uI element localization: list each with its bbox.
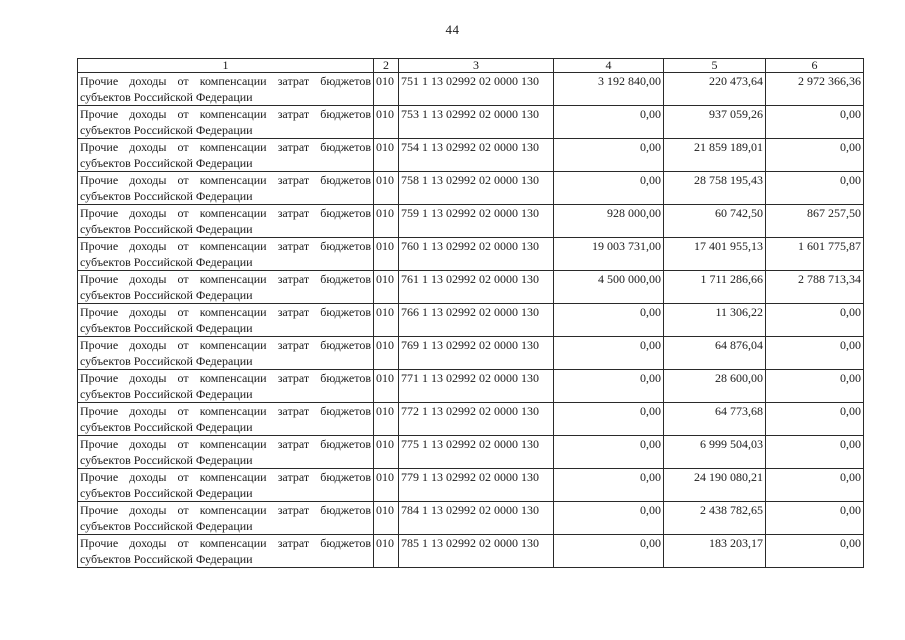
cell-col-5: 2 438 782,65	[664, 502, 766, 535]
cell-col-4: 4 500 000,00	[554, 271, 664, 304]
cell-col-4: 0,00	[554, 469, 664, 502]
cell-name: Прочие доходы от компенсации затрат бюджетов субъектов Российской Федерации	[78, 205, 374, 238]
cell-col-6: 1 601 775,87	[766, 238, 864, 271]
cell-col-4: 3 192 840,00	[554, 73, 664, 106]
cell-col-6: 0,00	[766, 304, 864, 337]
cell-col-6: 867 257,50	[766, 205, 864, 238]
table-row	[78, 238, 864, 271]
cell-line-code: 010	[374, 370, 399, 403]
cell-col-5: 937 059,26	[664, 106, 766, 139]
header-col-5: 5	[664, 59, 766, 73]
cell-line-code: 010	[374, 502, 399, 535]
cell-col-5: 17 401 955,13	[664, 238, 766, 271]
page-number: 44	[445, 22, 460, 37]
cell-name: Прочие доходы от компенсации затрат бюджетов субъектов Российской Федерации	[78, 271, 374, 304]
cell-col-6: 0,00	[766, 535, 864, 568]
cell-col-4: 0,00	[554, 139, 664, 172]
cell-col-5: 64 773,68	[664, 403, 766, 436]
cell-col-4: 0,00	[554, 502, 664, 535]
cell-line-code: 010	[374, 337, 399, 370]
cell-col-4: 19 003 731,00	[554, 238, 664, 271]
table-row	[78, 469, 864, 502]
cell-line-code: 010	[374, 304, 399, 337]
header-col-4: 4	[554, 59, 664, 73]
table-row	[78, 205, 864, 238]
cell-col-6: 0,00	[766, 106, 864, 139]
cell-col-4: 0,00	[554, 172, 664, 205]
cell-budget-code: 751 1 13 02992 02 0000 130	[399, 73, 554, 106]
cell-line-code: 010	[374, 139, 399, 172]
income-table	[77, 58, 864, 568]
table-row	[78, 535, 864, 568]
cell-name: Прочие доходы от компенсации затрат бюджетов субъектов Российской Федерации	[78, 535, 374, 568]
cell-name: Прочие доходы от компенсации затрат бюджетов субъектов Российской Федерации	[78, 337, 374, 370]
cell-col-4: 0,00	[554, 106, 664, 139]
cell-budget-code: 772 1 13 02992 02 0000 130	[399, 403, 554, 436]
header-col-1: 1	[78, 59, 374, 73]
table-row	[78, 73, 864, 106]
table-row	[78, 337, 864, 370]
cell-line-code: 010	[374, 238, 399, 271]
cell-name: Прочие доходы от компенсации затрат бюджетов субъектов Российской Федерации	[78, 139, 374, 172]
header-row	[78, 59, 864, 73]
table-row	[78, 304, 864, 337]
cell-col-4: 0,00	[554, 535, 664, 568]
cell-line-code: 010	[374, 205, 399, 238]
cell-name: Прочие доходы от компенсации затрат бюджетов субъектов Российской Федерации	[78, 238, 374, 271]
cell-budget-code: 766 1 13 02992 02 0000 130	[399, 304, 554, 337]
cell-col-4: 0,00	[554, 403, 664, 436]
cell-budget-code: 761 1 13 02992 02 0000 130	[399, 271, 554, 304]
table-row	[78, 271, 864, 304]
cell-budget-code: 753 1 13 02992 02 0000 130	[399, 106, 554, 139]
table-row	[78, 502, 864, 535]
cell-col-6: 0,00	[766, 502, 864, 535]
cell-name: Прочие доходы от компенсации затрат бюджетов субъектов Российской Федерации	[78, 304, 374, 337]
cell-line-code: 010	[374, 172, 399, 205]
table-row	[78, 106, 864, 139]
cell-col-5: 28 600,00	[664, 370, 766, 403]
cell-col-6: 0,00	[766, 469, 864, 502]
cell-line-code: 010	[374, 73, 399, 106]
cell-col-4: 0,00	[554, 436, 664, 469]
cell-budget-code: 760 1 13 02992 02 0000 130	[399, 238, 554, 271]
cell-budget-code: 785 1 13 02992 02 0000 130	[399, 535, 554, 568]
cell-col-6: 0,00	[766, 436, 864, 469]
cell-line-code: 010	[374, 403, 399, 436]
cell-col-4: 0,00	[554, 337, 664, 370]
table-row	[78, 403, 864, 436]
cell-line-code: 010	[374, 469, 399, 502]
cell-col-5: 60 742,50	[664, 205, 766, 238]
cell-col-4: 0,00	[554, 304, 664, 337]
cell-col-4: 928 000,00	[554, 205, 664, 238]
cell-name: Прочие доходы от компенсации затрат бюджетов субъектов Российской Федерации	[78, 436, 374, 469]
cell-budget-code: 771 1 13 02992 02 0000 130	[399, 370, 554, 403]
cell-col-4: 0,00	[554, 370, 664, 403]
cell-line-code: 010	[374, 436, 399, 469]
cell-budget-code: 754 1 13 02992 02 0000 130	[399, 139, 554, 172]
table-row	[78, 370, 864, 403]
cell-line-code: 010	[374, 106, 399, 139]
cell-col-5: 24 190 080,21	[664, 469, 766, 502]
cell-col-6: 0,00	[766, 139, 864, 172]
table-header	[78, 59, 864, 73]
cell-col-6: 2 788 713,34	[766, 271, 864, 304]
cell-name: Прочие доходы от компенсации затрат бюджетов субъектов Российской Федерации	[78, 106, 374, 139]
cell-line-code: 010	[374, 535, 399, 568]
cell-col-5: 28 758 195,43	[664, 172, 766, 205]
cell-col-5: 1 711 286,66	[664, 271, 766, 304]
cell-col-6: 0,00	[766, 337, 864, 370]
header-col-6: 6	[766, 59, 864, 73]
cell-name: Прочие доходы от компенсации затрат бюджетов субъектов Российской Федерации	[78, 403, 374, 436]
cell-budget-code: 784 1 13 02992 02 0000 130	[399, 502, 554, 535]
cell-line-code: 010	[374, 271, 399, 304]
cell-col-5: 21 859 189,01	[664, 139, 766, 172]
cell-budget-code: 759 1 13 02992 02 0000 130	[399, 205, 554, 238]
cell-col-6: 0,00	[766, 370, 864, 403]
cell-name: Прочие доходы от компенсации затрат бюджетов субъектов Российской Федерации	[78, 502, 374, 535]
cell-col-6: 0,00	[766, 403, 864, 436]
cell-name: Прочие доходы от компенсации затрат бюджетов субъектов Российской Федерации	[78, 73, 374, 106]
cell-col-6: 2 972 366,36	[766, 73, 864, 106]
header-col-3: 3	[399, 59, 554, 73]
cell-budget-code: 775 1 13 02992 02 0000 130	[399, 436, 554, 469]
cell-col-5: 64 876,04	[664, 337, 766, 370]
table-row	[78, 436, 864, 469]
table-row	[78, 139, 864, 172]
cell-name: Прочие доходы от компенсации затрат бюджетов субъектов Российской Федерации	[78, 172, 374, 205]
cell-budget-code: 758 1 13 02992 02 0000 130	[399, 172, 554, 205]
cell-col-5: 220 473,64	[664, 73, 766, 106]
table-row	[78, 172, 864, 205]
cell-col-5: 6 999 504,03	[664, 436, 766, 469]
cell-col-6: 0,00	[766, 172, 864, 205]
header-col-2: 2	[374, 59, 399, 73]
cell-name: Прочие доходы от компенсации затрат бюджетов субъектов Российской Федерации	[78, 469, 374, 502]
cell-budget-code: 769 1 13 02992 02 0000 130	[399, 337, 554, 370]
table-body	[78, 73, 864, 568]
cell-name: Прочие доходы от компенсации затрат бюджетов субъектов Российской Федерации	[78, 370, 374, 403]
cell-budget-code: 779 1 13 02992 02 0000 130	[399, 469, 554, 502]
cell-col-5: 11 306,22	[664, 304, 766, 337]
cell-col-5: 183 203,17	[664, 535, 766, 568]
